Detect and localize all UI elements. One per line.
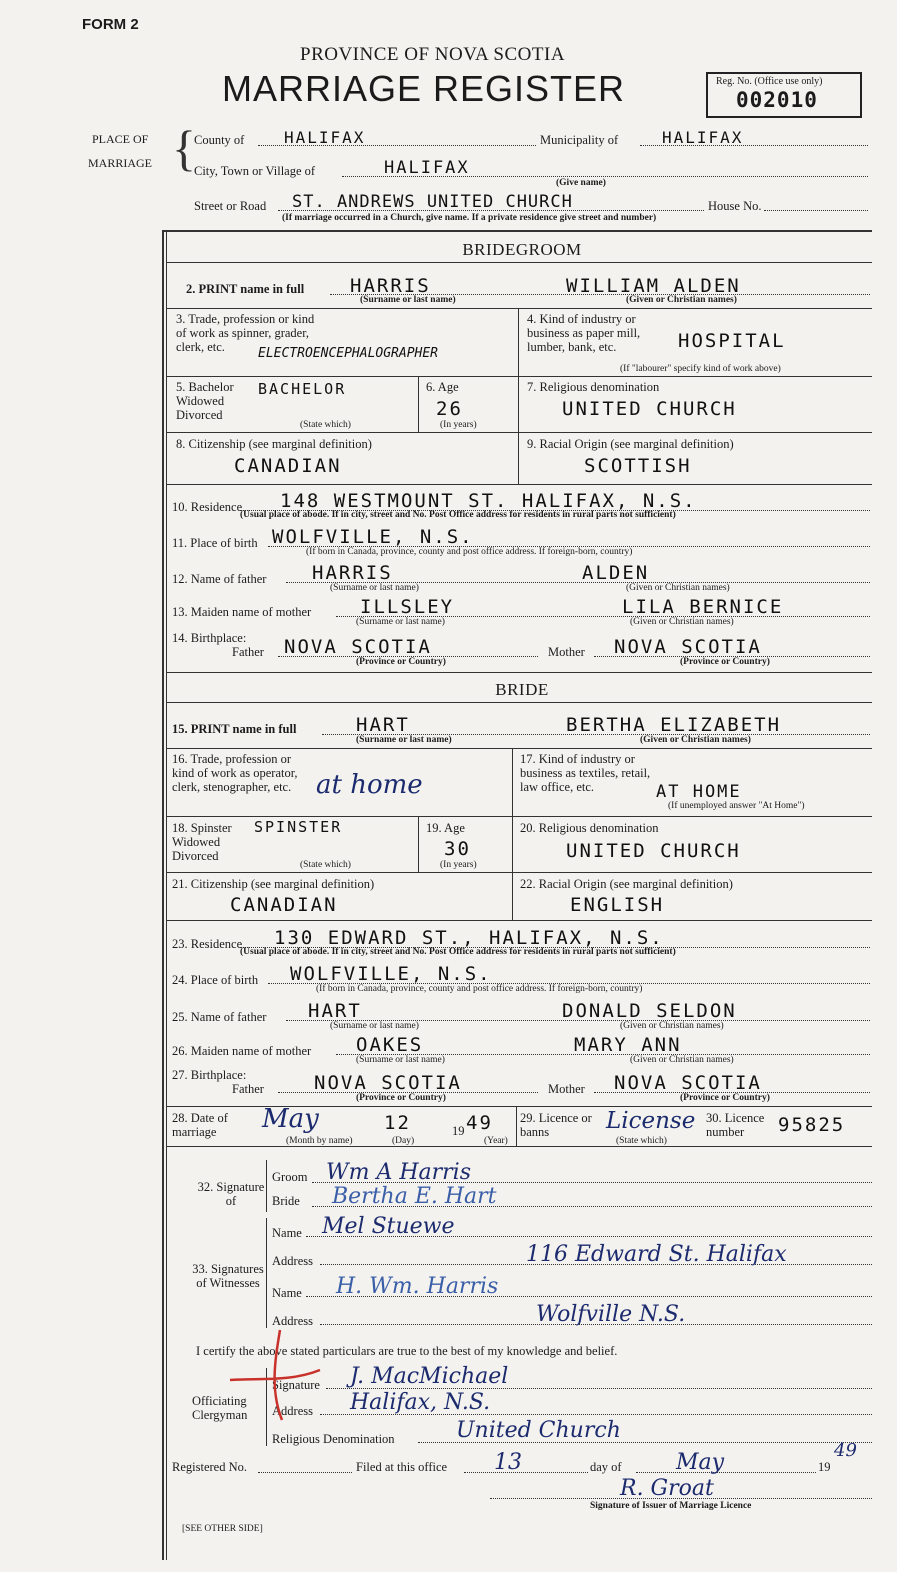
divider — [512, 816, 513, 872]
page-title: MARRIAGE REGISTER — [222, 68, 626, 109]
bride-signature: Bertha E. Hart — [332, 1184, 497, 1209]
groom-residence-label: 10. Residence — [172, 500, 243, 514]
groom-racial-label: 9. Racial Origin (see marginal definition) — [527, 437, 734, 451]
registered-line — [258, 1458, 352, 1473]
county-line — [258, 128, 536, 146]
caption: (Surname or last name) — [356, 1055, 445, 1065]
caption: (In years) — [440, 420, 477, 430]
caption: (In years) — [440, 860, 477, 870]
house-label: House No. — [708, 199, 762, 213]
place-label-2: MARRIAGE — [88, 156, 153, 170]
caption: (If unemployed answer "At Home") — [668, 801, 805, 811]
groom-citizenship-label: 8. Citizenship (see marginal definition) — [176, 437, 372, 451]
divider — [166, 308, 872, 309]
divider — [418, 376, 419, 432]
name-word: Name — [272, 1226, 302, 1240]
filed-day: 13 — [494, 1450, 522, 1475]
groom-age-label: 6. Age — [426, 380, 459, 394]
street-value: ST. ANDREWS UNITED CHURCH — [292, 192, 573, 212]
bride-father-line — [286, 1000, 870, 1021]
witness1-name-line — [306, 1214, 872, 1237]
denomination-word: Religious Denomination — [272, 1432, 395, 1446]
clergy-signature-line — [326, 1364, 872, 1389]
groom-signature: Wm A Harris — [326, 1160, 472, 1185]
caption: (Province or Country) — [680, 657, 770, 667]
caption: (State which) — [300, 420, 351, 430]
licence-label: 29. Licence or banns — [520, 1111, 592, 1139]
groom-word: Groom — [272, 1170, 308, 1184]
bride-birthplace-line — [268, 963, 870, 984]
groom-racial: SCOTTISH — [584, 455, 692, 477]
reg-no-box — [706, 72, 862, 118]
groom-birthplace-line — [268, 526, 870, 547]
bride-age-label: 19. Age — [426, 821, 465, 835]
county-value: HALIFAX — [284, 128, 366, 147]
clergy-denomination-line — [418, 1418, 872, 1443]
witness2-address-line — [320, 1302, 872, 1325]
bride-trade: at home — [316, 770, 423, 800]
groom-mother-label: 13. Maiden name of mother — [172, 605, 312, 619]
street-label: Street or Road — [194, 199, 267, 213]
year-prefix: 19 — [452, 1124, 465, 1138]
bride-heading: BRIDE — [495, 680, 549, 699]
caption: (Province or Country) — [680, 1093, 770, 1103]
see-other-side: [SEE OTHER SIDE] — [182, 1524, 263, 1534]
groom-mother-word: Mother — [548, 645, 585, 659]
bride-father-word: Father — [232, 1082, 264, 1096]
bride-surname: HART — [356, 714, 410, 736]
divider — [418, 816, 419, 872]
caption: (If born in Canada, province, county and post office address. If foreign-born, country) — [316, 984, 643, 994]
groom-mother-surname: ILLSLEY — [360, 596, 455, 618]
divider — [518, 432, 519, 484]
groom-name-label-text: 2. PRINT name in full — [186, 282, 305, 296]
caption: (Province or Country) — [356, 1093, 446, 1103]
divider — [266, 1160, 267, 1212]
name-word: Name — [272, 1286, 302, 1300]
province-heading: PROVINCE OF NOVA SCOTIA — [300, 44, 566, 65]
issuer-signature-line — [490, 1476, 872, 1499]
groom-religion-label: 7. Religious denomination — [527, 380, 660, 394]
bride-religion: UNITED CHURCH — [566, 840, 741, 862]
divider — [512, 872, 513, 920]
county-label: County of — [194, 133, 245, 147]
bride-racial-label: 22. Racial Origin (see marginal definition) — [520, 877, 733, 891]
form-id: FORM 2 — [82, 16, 139, 33]
divider — [166, 748, 872, 749]
groom-mother-bp: NOVA SCOTIA — [614, 636, 762, 658]
caption: (Given or Christian names) — [630, 1055, 734, 1065]
groom-age: 26 — [436, 398, 463, 420]
marriage-month: May — [262, 1104, 319, 1134]
brace-icon: { — [172, 120, 196, 176]
divider — [166, 484, 872, 485]
caption: (Given or Christian names) — [630, 617, 734, 627]
witness1-address-line — [320, 1242, 872, 1265]
witness2-name-line — [306, 1274, 872, 1297]
licence-type: License — [606, 1108, 696, 1134]
groom-status-label: 5. Bachelor Widowed Divorced — [176, 380, 234, 422]
frame-left-border-inner — [166, 230, 167, 1560]
caption: (State which) — [616, 1136, 667, 1146]
divider — [166, 376, 872, 377]
caption: (Day) — [392, 1136, 415, 1146]
groom-father-bp: NOVA SCOTIA — [284, 636, 432, 658]
clergy-signature: J. MacMichael — [350, 1364, 509, 1389]
groom-birthplace-parents-label: 14. Birthplace: — [172, 631, 247, 645]
groom-residence: 148 WESTMOUNT ST. HALIFAX, N.S. — [280, 490, 697, 512]
certify-text: I certify the above stated particulars are true to the best of my knowledge and belief. — [196, 1344, 618, 1358]
bride-mother-line — [336, 1034, 870, 1055]
groom-citizenship: CANADIAN — [234, 455, 342, 477]
groom-birthplace: WOLFVILLE, N.S. — [272, 526, 474, 548]
caption: (Surname or last name) — [330, 1021, 419, 1031]
bride-given: BERTHA ELIZABETH — [566, 714, 782, 736]
bride-father-given: DONALD SELDON — [562, 1000, 737, 1022]
caption: (Province or Country) — [356, 657, 446, 667]
divider — [166, 672, 872, 673]
red-mark-icon — [220, 1320, 340, 1430]
groom-father-word: Father — [232, 645, 264, 659]
groom-father-label: 12. Name of father — [172, 572, 267, 586]
municipality-label: Municipality of — [540, 133, 619, 147]
divider — [512, 748, 513, 816]
bride-signature-line — [312, 1184, 872, 1207]
bride-citizenship: CANADIAN — [230, 894, 338, 916]
groom-father-surname: HARRIS — [312, 562, 393, 584]
groom-signature-line — [312, 1160, 872, 1183]
municipality-line — [640, 128, 868, 146]
registered-label: Registered No. — [172, 1460, 247, 1474]
date-label: 28. Date of marriage — [172, 1111, 228, 1139]
bride-word: Bride — [272, 1194, 300, 1208]
caption: (Month by name) — [286, 1136, 353, 1146]
caption: (If "labourer" specify kind of work above) — [620, 364, 781, 374]
house-line — [764, 192, 868, 211]
caption: (Given or Christian names) — [620, 1021, 724, 1031]
filed-year-prefix: 19 — [818, 1460, 831, 1474]
bride-father-bp-line — [278, 1072, 538, 1093]
caption: (Given or Christian names) — [626, 295, 737, 305]
bride-residence-line — [240, 927, 870, 948]
divider — [166, 262, 872, 263]
bride-residence: 130 EDWARD ST., HALIFAX, N.S. — [274, 927, 664, 949]
divider — [166, 872, 872, 873]
divider — [518, 308, 519, 376]
caption: (Given or Christian names) — [640, 735, 751, 745]
bride-trade-label: 16. Trade, profession or kind of work as operator, clerk, stenographer, etc. — [172, 752, 298, 794]
bride-father-label: 25. Name of father — [172, 1010, 267, 1024]
place-label-1: PLACE OF — [92, 132, 149, 146]
city-value: HALIFAX — [384, 158, 470, 178]
marriage-day: 12 — [384, 1112, 411, 1134]
bride-industry: AT HOME — [656, 782, 742, 802]
divider — [166, 702, 872, 703]
groom-trade-label: 3. Trade, profession or kind of work as spinner, grader, clerk, etc. — [176, 312, 315, 354]
caption: (Surname or last name) — [360, 295, 456, 305]
groom-mother-line — [336, 596, 870, 617]
bride-name-label — [172, 722, 296, 736]
groom-heading: BRIDEGROOM — [462, 240, 582, 259]
groom-religion: UNITED CHURCH — [562, 398, 737, 420]
frame-top — [162, 230, 872, 232]
groom-industry: HOSPITAL — [678, 330, 786, 352]
divider — [166, 1146, 872, 1147]
marriage-year: 49 — [466, 1112, 493, 1134]
bride-status: SPINSTER — [254, 818, 343, 836]
bride-name-label-text: 15. PRINT name in full — [172, 722, 297, 736]
licence-number-label: 30. Licence number — [706, 1111, 765, 1139]
witness1-name: Mel Stuewe — [322, 1214, 455, 1239]
city-label: City, Town or Village of — [194, 164, 316, 178]
caption: (Usual place of abode. If in city, street and No. Post Office address for residents in rural parts not sufficient) — [240, 510, 676, 520]
bride-birthplace-parents-label: 27. Birthplace: — [172, 1068, 247, 1082]
groom-residence-line — [240, 490, 870, 511]
bride-mother-bp: NOVA SCOTIA — [614, 1072, 762, 1094]
caption: (If born in Canada, province, county and post office address. If foreign-born, country) — [306, 547, 633, 557]
caption: (Surname or last name) — [330, 583, 419, 593]
filed-month-line — [636, 1450, 816, 1473]
caption: (Year) — [484, 1136, 508, 1146]
address-word: Address — [272, 1314, 313, 1328]
bride-mother-given: MARY ANN — [574, 1034, 682, 1056]
filed-day-line — [464, 1450, 588, 1473]
divider — [266, 1218, 267, 1328]
officiating-label: Officiating Clergyman — [192, 1394, 248, 1422]
bride-name-line — [322, 714, 870, 735]
bride-mother-label: 26. Maiden name of mother — [172, 1044, 312, 1058]
address-word: Address — [272, 1254, 313, 1268]
filed-year: 49 — [834, 1440, 857, 1461]
witness1-address: 116 Edward St. Halifax — [526, 1242, 787, 1267]
filed-month: May — [676, 1450, 725, 1475]
divider — [516, 1106, 517, 1146]
groom-father-given: ALDEN — [582, 562, 650, 584]
signature-label: 32. Signature of — [197, 1180, 265, 1208]
groom-industry-label: 4. Kind of industry or business as paper mill, lumber, bank, etc. — [527, 312, 641, 354]
municipality-value: HALIFAX — [662, 128, 744, 147]
bride-citizenship-label: 21. Citizenship (see marginal definition) — [172, 877, 375, 891]
divider — [166, 432, 872, 433]
bride-religion-label: 20. Religious denomination — [520, 821, 659, 835]
caption: Signature of Issuer of Marriage Licence — [590, 1501, 752, 1511]
groom-trade: ELECTROENCEPHALOGRAPHER — [258, 346, 439, 361]
bride-mother-word: Mother — [548, 1082, 585, 1096]
divider — [518, 376, 519, 432]
groom-status: BACHELOR — [258, 380, 347, 398]
caption: (Usual place of abode. If in city, street and No. Post Office address for residents in rural parts not sufficient) — [240, 947, 676, 957]
divider — [166, 920, 872, 921]
bride-mother-surname: OAKES — [356, 1034, 424, 1056]
bride-birthplace-label: 24. Place of birth — [172, 973, 259, 987]
witness2-name: H. Wm. Harris — [336, 1274, 499, 1299]
caption: (Given or Christian names) — [626, 583, 730, 593]
clergy-address-line — [320, 1390, 872, 1415]
groom-surname: HARRIS — [350, 275, 431, 297]
give-name-caption: (Give name) — [556, 178, 606, 188]
groom-name-line — [330, 275, 870, 295]
groom-mother-bp-line — [594, 636, 870, 657]
bride-father-surname: HART — [308, 1000, 362, 1022]
groom-mother-given: LILA BERNICE — [622, 596, 784, 618]
day-of-word: day of — [590, 1460, 622, 1474]
street-line — [278, 192, 704, 211]
clergy-address: Halifax, N.S. — [350, 1390, 491, 1415]
licence-number: 95825 — [778, 1114, 846, 1136]
address-word: Address — [272, 1404, 313, 1418]
reg-no-value: 002010 — [736, 88, 818, 112]
bride-father-bp: NOVA SCOTIA — [314, 1072, 462, 1094]
clergy-denomination: United Church — [456, 1418, 621, 1443]
caption: (State which) — [300, 860, 351, 870]
bride-mother-bp-line — [594, 1072, 870, 1093]
issuer-signature: R. Groat — [620, 1476, 714, 1501]
groom-name-label — [186, 282, 304, 296]
bride-residence-label: 23. Residence — [172, 937, 243, 951]
witness2-address: Wolfville N.S. — [536, 1302, 686, 1327]
bride-racial: ENGLISH — [570, 894, 665, 916]
bride-industry-label: 17. Kind of industry or business as textiles, retail, law office, etc. — [520, 752, 651, 794]
groom-given: WILLIAM ALDEN — [566, 275, 741, 297]
witnesses-label: 33. Signatures of Witnesses — [192, 1262, 264, 1290]
caption: (Surname or last name) — [356, 617, 445, 627]
street-note: (If marriage occurred in a Church, give name. If a private residence give street and number) — [282, 213, 657, 223]
city-line — [342, 158, 868, 177]
bride-status-label: 18. Spinster Widowed Divorced — [172, 821, 232, 863]
caption: (Surname or last name) — [356, 735, 452, 745]
filed-label: Filed at this office — [356, 1460, 448, 1474]
reg-no-label: Reg. No. (Office use only) — [716, 76, 823, 87]
groom-father-line — [286, 562, 870, 583]
bride-age: 30 — [444, 838, 471, 860]
groom-father-bp-line — [278, 636, 538, 657]
bride-birthplace: WOLFVILLE, N.S. — [290, 963, 492, 985]
frame-left-border — [162, 230, 164, 1560]
divider — [166, 816, 872, 817]
groom-birthplace-label: 11. Place of birth — [172, 536, 258, 550]
signature-word: Signature — [272, 1378, 320, 1392]
